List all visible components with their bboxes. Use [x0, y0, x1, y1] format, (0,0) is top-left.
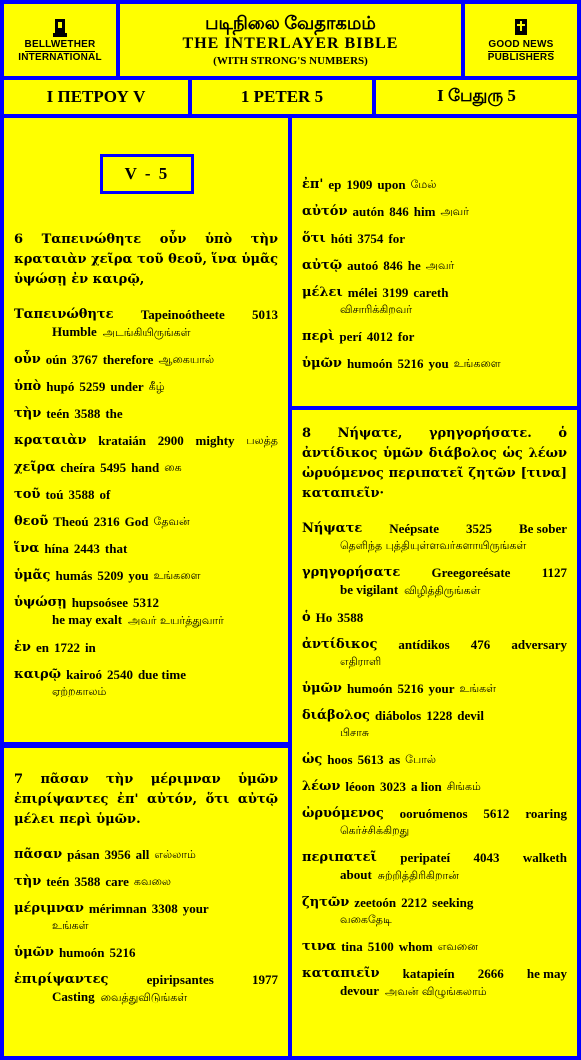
- tamil-gloss: தெளிந்த புத்தியுள்ளவர்களாயிருங்கள்: [340, 539, 527, 552]
- word-entry: [302, 328, 567, 345]
- greek-word: ζητῶν: [302, 895, 350, 910]
- strongs-number: 1977: [252, 972, 278, 987]
- tamil-gloss: அடங்கியிருங்கள்: [102, 326, 191, 339]
- left-logo-line2: INTERNATIONAL: [18, 51, 102, 63]
- strongs-number: 5612: [483, 806, 510, 821]
- greek-word: περιπατεῖ: [302, 850, 377, 865]
- greek-word: λέων: [302, 779, 341, 794]
- strongs-number: 2316: [93, 514, 120, 529]
- greek-word: Νήψατε: [302, 521, 363, 536]
- right-panel-bottom: [292, 410, 577, 1056]
- entry-line: [14, 540, 278, 557]
- right-logo-line2: PUBLISHERS: [487, 51, 555, 63]
- transliteration: diábolos: [374, 708, 422, 723]
- transliteration: toú: [45, 487, 64, 502]
- verse-7-section: [4, 770, 288, 1016]
- english-gloss: that: [104, 541, 128, 556]
- strongs-number: 3588: [68, 487, 95, 502]
- english-gloss: for: [397, 329, 415, 344]
- entry-line: [14, 971, 278, 988]
- english-gloss: the: [105, 406, 123, 421]
- english-gloss: hand: [131, 460, 160, 475]
- entry-line: [14, 873, 278, 890]
- greek-word: ἐπιρίψαντες: [14, 972, 109, 987]
- word-entry: [14, 540, 278, 557]
- strongs-number: 846: [383, 258, 403, 273]
- strongs-number: 3767: [71, 352, 98, 367]
- word-entry: [14, 666, 278, 700]
- entry-line: [302, 609, 567, 626]
- tamil-gloss: வைத்துவிடுங்கள்: [100, 991, 188, 1004]
- chapter-label: V - 5: [100, 154, 194, 194]
- title-english: THE INTERLAYER BIBLE: [182, 35, 399, 52]
- tamil-gloss: வகைதேடி: [340, 913, 392, 926]
- transliteration: mérimnan: [88, 901, 147, 916]
- strongs-number: 5495: [100, 460, 127, 475]
- transliteration: Neépsate: [389, 521, 440, 536]
- greek-word: μέριμναν: [14, 901, 84, 916]
- transliteration: Greegoreésate: [431, 565, 511, 580]
- strongs-number: 846: [389, 204, 409, 219]
- greek-word: ἀντίδικος: [302, 637, 378, 652]
- word-entry: [302, 355, 567, 372]
- word-entry: [14, 351, 278, 368]
- greek-word: τινα: [302, 939, 337, 954]
- transliteration: Ho: [315, 610, 333, 625]
- entry-line: [302, 965, 567, 982]
- tamil-gloss: உங்கள்: [52, 919, 89, 932]
- greek-word: μέλει: [302, 285, 343, 300]
- greek-word: ὑμᾶς: [14, 568, 51, 583]
- greek-word: ὡς: [302, 752, 323, 767]
- book-icon: [512, 17, 530, 39]
- english-gloss: roaring: [525, 806, 567, 821]
- transliteration: hupsoósee: [71, 595, 129, 610]
- strongs-number: 5209: [97, 568, 124, 583]
- english-gloss: he may: [526, 966, 567, 981]
- entry-line: [14, 567, 278, 584]
- transliteration: Theoú: [53, 514, 89, 529]
- tamil-gloss: உங்கள்: [459, 682, 497, 695]
- entry-line-2: [302, 982, 567, 1000]
- entry-line-2: [14, 988, 278, 1006]
- word-entry: [302, 609, 567, 626]
- strongs-number: 3588: [74, 406, 101, 421]
- word-entry: [302, 203, 567, 220]
- greek-word: θεοῦ: [14, 514, 49, 529]
- entry-line: [302, 203, 567, 220]
- strongs-number: 3956: [104, 847, 131, 862]
- word-entry: [302, 707, 567, 741]
- verse-text: 7 πᾶσαν τὴν μέριμναν ὑμῶν ἐπιρίψαντες ἐπ' αὐτόν, ὅτι αὐτῷ μέλει περὶ ὑμῶν.: [14, 772, 278, 827]
- word-entry: [302, 894, 567, 928]
- english-gloss: under: [110, 379, 144, 394]
- word-entry: [302, 805, 567, 839]
- english-gloss: upon: [377, 177, 406, 192]
- entry-line: [302, 938, 567, 955]
- title-tamil: படிநிலை வேதாகமம்: [205, 13, 376, 33]
- word-entry: [302, 257, 567, 274]
- english-gloss: devil: [457, 708, 484, 723]
- tamil-gloss: உங்களை: [153, 569, 201, 582]
- greek-word: τὴν: [14, 406, 42, 421]
- strongs-number: 4012: [366, 329, 393, 344]
- english-gloss: seeking: [432, 895, 474, 910]
- entry-line: [14, 306, 278, 323]
- entry-line: [14, 846, 278, 863]
- greek-word: περὶ: [302, 329, 335, 344]
- english-gloss: a lion: [411, 779, 442, 794]
- transliteration: mélei: [347, 285, 378, 300]
- entry-line: [14, 432, 278, 449]
- tamil-gloss: எதிராளி: [340, 655, 382, 668]
- transliteration: autoó: [347, 258, 379, 273]
- word-entry: [302, 778, 567, 795]
- book-title-english: 1 PETER 5: [192, 80, 372, 114]
- tamil-gloss: கெர்ச்சிக்கிறது: [340, 824, 410, 837]
- english-gloss: you: [428, 356, 449, 371]
- entry-line: [302, 751, 567, 768]
- left-logo-line1: BELLWETHER: [24, 38, 96, 50]
- transliteration: krataián: [98, 433, 146, 448]
- greek-word: αὐτόν: [302, 204, 348, 219]
- tamil-gloss: எல்லாம்: [154, 848, 196, 861]
- tamil-gloss: எவனை: [437, 940, 478, 953]
- transliteration: zeetoón: [354, 895, 397, 910]
- greek-word: τὴν: [14, 874, 42, 889]
- word-entry: [302, 938, 567, 955]
- transliteration: humoón: [346, 681, 393, 696]
- transliteration: epiripsantes: [146, 972, 214, 987]
- verse-7-continued-section: [292, 176, 577, 382]
- english-gloss: of: [99, 487, 111, 502]
- greek-word: αὐτῷ: [302, 258, 343, 273]
- word-entry: [302, 636, 567, 670]
- english-gloss: whom: [398, 939, 433, 954]
- strongs-number: 3588: [74, 874, 101, 889]
- strongs-number: 5312: [133, 595, 160, 610]
- greek-word: γρηγορήσατε: [302, 565, 401, 580]
- entry-line: [14, 405, 278, 422]
- entry-line-2: [14, 611, 278, 629]
- word-entry: [14, 846, 278, 863]
- bellwether-logo: [4, 4, 116, 76]
- greek-word: πᾶσαν: [14, 847, 63, 862]
- greek-word: ὁ: [302, 610, 311, 625]
- transliteration: en: [35, 640, 49, 655]
- entry-line: [14, 594, 278, 611]
- tamil-gloss: மேல்: [410, 178, 437, 191]
- strongs-number: 5216: [397, 681, 424, 696]
- word-entry: [302, 564, 567, 599]
- good-news-logo: [465, 4, 577, 76]
- tamil-gloss: கீழ்: [148, 380, 165, 393]
- greek-word: τοῦ: [14, 487, 41, 502]
- strongs-number: 5259: [79, 379, 106, 394]
- greek-word: ὑψώσῃ: [14, 595, 67, 610]
- tamil-gloss: போல்: [405, 753, 437, 766]
- verse-8-section: [292, 424, 577, 1010]
- greek-word: ὑμῶν: [302, 356, 342, 371]
- english-gloss: all: [135, 847, 150, 862]
- transliteration: perí: [339, 329, 362, 344]
- entry-line: [302, 520, 567, 537]
- transliteration: tina: [341, 939, 363, 954]
- right-logo-line1: GOOD NEWS: [488, 38, 554, 50]
- tamil-gloss: அவன் விழுங்கலாம்: [385, 985, 487, 998]
- entry-line: [14, 666, 278, 683]
- word-entry: [14, 873, 278, 890]
- verse-6-section: [4, 230, 288, 710]
- tamil-gloss: ஏற்றகாலம்: [52, 685, 107, 698]
- tamil-gloss: அவர் உயர்த்துவார்: [128, 614, 224, 627]
- strongs-number: 5216: [109, 945, 136, 960]
- strongs-number: 3525: [466, 521, 492, 536]
- strongs-number: 476: [470, 637, 491, 652]
- word-entry: [14, 944, 278, 961]
- english-gloss: mighty: [195, 433, 235, 448]
- transliteration: hoos: [327, 752, 353, 767]
- greek-word: Ταπεινώθητε: [14, 307, 114, 322]
- word-entry: [14, 594, 278, 629]
- left-panel-bottom: [4, 748, 288, 1056]
- entry-line: [302, 564, 567, 581]
- word-entry: [302, 680, 567, 697]
- strongs-number: 4043: [473, 850, 500, 865]
- word-entry: [14, 378, 278, 395]
- word-entry: [302, 176, 567, 193]
- transliteration: hupó: [46, 379, 75, 394]
- tamil-gloss: அவர்: [425, 259, 455, 272]
- sheep-icon: [51, 17, 69, 39]
- english-gloss: your: [428, 681, 455, 696]
- entry-line: [302, 230, 567, 247]
- strongs-number: 3308: [151, 901, 178, 916]
- greek-word: κραταιὰν: [14, 433, 87, 448]
- english-gloss: due time: [137, 667, 186, 682]
- transliteration: humoón: [58, 945, 105, 960]
- greek-word: ὑπὸ: [14, 379, 42, 394]
- left-panel-top: [4, 118, 288, 742]
- english-gloss: you: [128, 568, 149, 583]
- entry-line: [302, 707, 567, 724]
- strongs-number: 1228: [426, 708, 453, 723]
- greek-word: ὑμῶν: [302, 681, 342, 696]
- tamil-gloss: அவர்: [440, 205, 469, 218]
- english-gloss: adversary: [511, 637, 567, 652]
- strongs-number: 3754: [357, 231, 384, 246]
- tamil-gloss: கவலை: [133, 875, 172, 888]
- english-gloss: careth: [413, 285, 449, 300]
- entry-line: [14, 513, 278, 530]
- word-entry: [14, 639, 278, 656]
- greek-word: ὠρυόμενος: [302, 806, 384, 821]
- transliteration: peripateí: [400, 850, 451, 865]
- strongs-number: 2666: [477, 966, 504, 981]
- word-entry: [302, 751, 567, 768]
- strongs-number: 3199: [382, 285, 409, 300]
- entry-line: [302, 778, 567, 795]
- entry-line: [14, 351, 278, 368]
- transliteration: ep: [328, 177, 342, 192]
- entry-line: [14, 378, 278, 395]
- book-title-tamil: I பேதுரு 5: [376, 80, 577, 114]
- verse-text: 6 Ταπεινώθητε οὖν ὑπὸ τὴν κραταιὰν χεῖρα τοῦ θεοῦ, ἵνα ὑμᾶς ὑψώσῃ ἐν καιρῷ,: [14, 232, 278, 287]
- entry-line: [14, 486, 278, 503]
- entry-line: [14, 459, 278, 476]
- word-entry: [14, 459, 278, 476]
- transliteration: cheíra: [60, 460, 96, 475]
- greek-word: ὅτι: [302, 231, 326, 246]
- strongs-number: 5013: [252, 307, 278, 322]
- transliteration: hína: [44, 541, 69, 556]
- greek-word: ὑμῶν: [14, 945, 54, 960]
- tamil-gloss: உங்களை: [453, 357, 501, 370]
- entry-line: [14, 944, 278, 961]
- strongs-number: 5216: [397, 356, 424, 371]
- entry-line: [302, 284, 567, 301]
- entry-line: [302, 636, 567, 653]
- entry-line: [14, 639, 278, 656]
- english-gloss-2: Humble: [52, 324, 97, 339]
- entry-line: [302, 849, 567, 866]
- transliteration: antídikos: [398, 637, 450, 652]
- transliteration: katapieín: [402, 966, 455, 981]
- strongs-number: 5613: [357, 752, 384, 767]
- transliteration: ooruómenos: [399, 806, 468, 821]
- strongs-number: 2443: [73, 541, 100, 556]
- english-gloss: as: [388, 752, 401, 767]
- english-gloss: walketh: [522, 850, 567, 865]
- word-entry: [14, 513, 278, 530]
- english-gloss: therefore: [102, 352, 154, 367]
- tamil-gloss: சுற்றித்திரிகிறான்: [377, 869, 459, 882]
- entry-line: [302, 176, 567, 193]
- transliteration: teén: [46, 874, 70, 889]
- greek-word: χεῖρα: [14, 460, 56, 475]
- transliteration: Tapeinoótheete: [140, 307, 225, 322]
- english-gloss-2: Casting: [52, 989, 95, 1004]
- entry-line-2: [14, 323, 278, 341]
- entry-line: [14, 900, 278, 917]
- title-subtitle: (WITH STRONG'S NUMBERS): [213, 55, 368, 67]
- greek-word: διάβολος: [302, 708, 370, 723]
- tamil-gloss: விழித்திருங்கள்: [404, 584, 481, 597]
- english-gloss: he: [407, 258, 421, 273]
- tamil-gloss: கை: [164, 461, 182, 474]
- english-gloss-2: be vigilant: [340, 582, 399, 597]
- word-entry: [14, 432, 278, 449]
- entry-line: [302, 805, 567, 822]
- transliteration: oún: [45, 352, 67, 367]
- book-title-greek: Ι ΠΕΤΡΟΥ V: [4, 80, 188, 114]
- strongs-number: 3588: [337, 610, 364, 625]
- strongs-number: 2212: [401, 895, 428, 910]
- transliteration: teén: [46, 406, 70, 421]
- tamil-gloss: தேவன்: [153, 515, 190, 528]
- english-gloss-2: he may exalt: [52, 612, 123, 627]
- tamil-gloss: சிங்கம்: [446, 780, 481, 793]
- tamil-gloss: பலத்த: [246, 434, 278, 447]
- english-gloss: Be sober: [518, 521, 567, 536]
- greek-word: καιρῷ: [14, 667, 62, 682]
- word-entry: [14, 306, 278, 341]
- english-gloss: God: [124, 514, 149, 529]
- greek-word: οὖν: [14, 352, 41, 367]
- transliteration: humás: [55, 568, 93, 583]
- word-entry: [302, 520, 567, 554]
- greek-word: ἵνα: [14, 541, 40, 556]
- strongs-number: 2540: [106, 667, 133, 682]
- entry-line: [302, 680, 567, 697]
- tamil-gloss: ஆகையால்: [158, 353, 215, 366]
- strongs-number: 2900: [157, 433, 184, 448]
- greek-word: ἐπ': [302, 177, 324, 192]
- greek-word: καταπιεῖν: [302, 966, 380, 981]
- entry-line: [302, 257, 567, 274]
- word-entry: [302, 965, 567, 1000]
- strongs-number: 1909: [346, 177, 373, 192]
- entry-line: [302, 328, 567, 345]
- word-entry: [14, 567, 278, 584]
- transliteration: kairoó: [66, 667, 102, 682]
- english-gloss: care: [105, 874, 129, 889]
- english-gloss: your: [182, 901, 209, 916]
- strongs-number: 3023: [380, 779, 407, 794]
- word-entry: [14, 900, 278, 934]
- english-gloss: in: [84, 640, 96, 655]
- tamil-gloss: பிசாசு: [340, 726, 370, 739]
- entry-line: [302, 894, 567, 911]
- word-entry: [302, 284, 567, 318]
- word-entry: [14, 405, 278, 422]
- word-entry: [302, 849, 567, 884]
- english-gloss-2: devour: [340, 983, 379, 998]
- word-entry: [302, 230, 567, 247]
- greek-word: ἐν: [14, 640, 31, 655]
- transliteration: humoón: [346, 356, 393, 371]
- word-entry: [14, 486, 278, 503]
- transliteration: pásan: [67, 847, 100, 862]
- transliteration: hóti: [330, 231, 353, 246]
- title-block: [120, 4, 461, 76]
- strongs-number: 1722: [53, 640, 80, 655]
- english-gloss: him: [413, 204, 436, 219]
- strongs-number: 5100: [367, 939, 394, 954]
- tamil-gloss: விசாரிக்கிறவர்: [340, 303, 413, 316]
- entry-line-2: [302, 866, 567, 884]
- entry-line-2: [302, 581, 567, 599]
- right-panel-top: [292, 118, 577, 406]
- english-gloss: for: [388, 231, 405, 246]
- word-entry: [14, 971, 278, 1006]
- transliteration: autón: [352, 204, 385, 219]
- verse-text: 8 Νήψατε, γρηγορήσατε. ὁ ἀντίδικος ὑμῶν διάβολος ὡς λέων ὠρυόμενος περιπατεῖ ζητῶν [τινα] καταπιεῖν·: [302, 426, 567, 501]
- transliteration: léoon: [345, 779, 376, 794]
- strongs-number: 1127: [541, 565, 567, 580]
- entry-line: [302, 355, 567, 372]
- english-gloss-2: about: [340, 867, 372, 882]
